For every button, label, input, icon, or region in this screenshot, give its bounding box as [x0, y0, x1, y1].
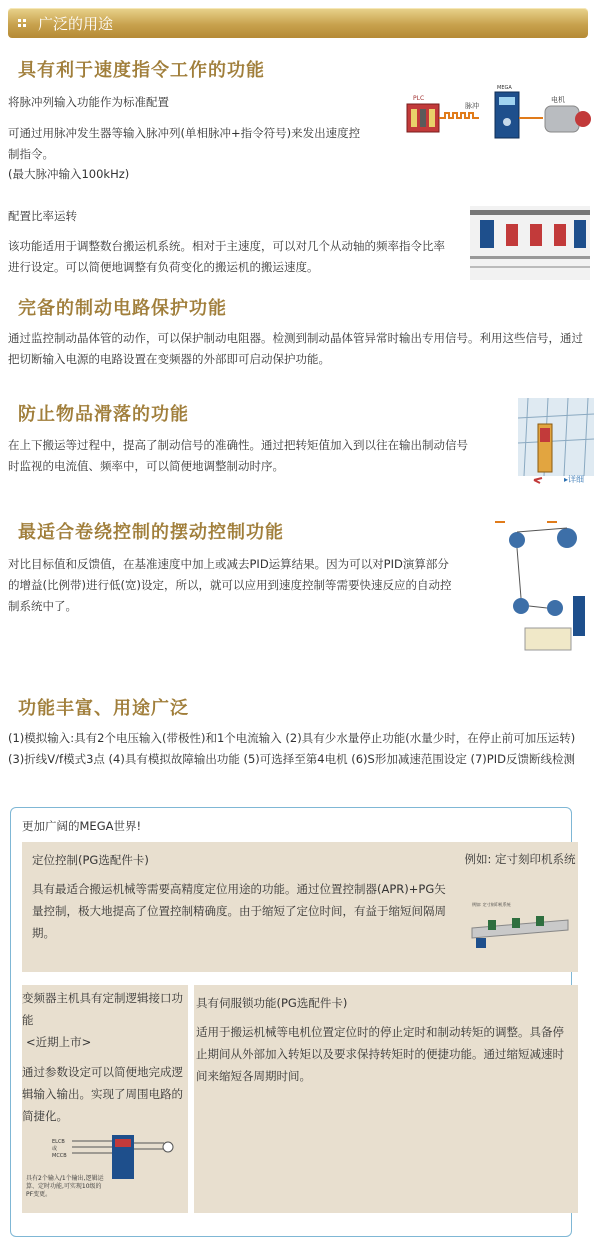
brake-section-title: 完备的制动电路保护功能: [18, 298, 227, 319]
speed-section-title: 具有利于速度指令工作的功能: [18, 60, 265, 81]
elevator-svg: [518, 398, 594, 486]
ratio-subtitle: 配置比率运转: [8, 209, 77, 223]
slip-text: 在上下搬运等过程中，提高了制动信号的准确性。通过把转矩值加入到以往在输出制动信号时监视的电流值、频率中，可以简便地调整制动时序。: [8, 438, 468, 473]
slip-section-title: 防止物品滑落的功能: [18, 404, 189, 425]
mega-world-title: 更加广阔的MEGA世界!: [22, 819, 142, 833]
servo-lock-box: [194, 985, 578, 1213]
ratio-text: 该功能适用于调整数台搬运机系统。相对于主速度，可以对几个从动轴的频率指令比率进行设定。可以简便地调整有负荷变化的搬运机的搬运速度。: [8, 239, 445, 274]
servo-title: 具有伺服锁功能(PG选配件卡): [196, 996, 348, 1010]
marking-machine-diagram: [468, 898, 572, 950]
section-header: [8, 8, 588, 38]
wiring-label-elcb: ELCB: [52, 1139, 65, 1145]
logic-text: 通过参数设定可以简便地完成逻辑输入输出。实现了周围电路的简捷化。: [22, 1065, 183, 1123]
fig-plc-label: PLC: [413, 95, 425, 102]
marking-machine-svg: [468, 898, 572, 950]
wiring-label-mccb: MCCB: [52, 1153, 67, 1159]
ratio-operation-diagram: [470, 206, 590, 280]
dancer-svg: [495, 516, 595, 660]
ratio-diagram-svg: [470, 206, 590, 280]
fig-pulse-label: 脉冲: [465, 102, 479, 110]
logic-fig-note: 具有2个输入/1个输出,逻辑运算、定时功能,可实现10级的PF变更。: [26, 1175, 104, 1198]
logic-soon-label: <近期上市>: [26, 1035, 92, 1049]
speed-line-2: 可通过用脉冲发生器等输入脉冲列(单相脉冲+指令符号)来发出速度控制指令。: [8, 126, 361, 161]
dancer-control-diagram: [495, 516, 595, 660]
positioning-text: 具有最适合搬运机械等需要高精度定位用途的功能。通过位置控制器(APR)+PG矢量控制，极大地提高了位置控制精确度。由于缩短了定位时间，有益于缩短间隔周期。: [32, 882, 446, 940]
winding-section-title: 最适合卷绕控制的摆动控制功能: [18, 522, 284, 543]
elevator-diagram: [518, 398, 594, 486]
positioning-title: 定位控制(PG选配件卡): [32, 853, 149, 867]
logic-title: 变频器主机具有定制逻辑接口功能: [22, 991, 183, 1027]
speed-line-1: 将脉冲列输入功能作为标准配置: [8, 95, 169, 109]
wiring-label-or: 或: [52, 1146, 58, 1152]
brake-text: 通过监控制动晶体管的动作，可以保护制动电阻器。检测到制动晶体管异常时输出专用信号。利用这些信号，通过把切断输入电源的电路设置在变频器的外部即可启动保护功能。: [8, 331, 583, 366]
logic-interface-box: [22, 985, 188, 1213]
marking-fig-caption: 例如: 定寸刻印机系统: [472, 902, 511, 907]
positioning-box: [22, 842, 578, 972]
features-text: (1)模拟输入:具有2个电压输入(带极性)和1个电流输入 (2)具有少水量停止功能(水量少时，在停止前可加压运转) (3)折线V/f模式3点 (4)具有模拟故障输出功能 (5)可选择至第4电机 (6)S形加减速范围设定 (7)PID反馈断线检测: [8, 731, 576, 766]
winding-text: 对比目标值和反馈值，在基准速度中加上或减去PID运算结果。因为可以对PID演算部分的增益(比例带)进行低(宽)设定，所以，就可以应用到速度控制等需要快速反应的自动控制系统中了。: [8, 557, 452, 613]
speed-line-3: (最大脉冲输入100kHz): [8, 167, 130, 181]
grid-dots-icon: [18, 19, 27, 28]
servo-text: 适用于搬运机械等电机位置定位时的停止定时和制动转矩的调整。具备停止期间从外部加入转矩以及要求保持转矩时的便捷功能。通过缩短减速时间来缩短各周期时间。: [196, 1025, 564, 1083]
detail-link[interactable]: ▸详细: [564, 475, 585, 484]
positioning-example: 例如: 定寸刻印机系统: [464, 852, 576, 866]
fig-mega-label: MEGA: [497, 85, 512, 91]
features-section-title: 功能丰富、用途广泛: [18, 698, 189, 719]
fig-motor-label: 电机: [551, 96, 565, 104]
pulse-input-diagram: [405, 82, 595, 162]
header-title: 广泛的用途: [38, 15, 114, 33]
pulse-diagram-svg: [405, 82, 595, 162]
